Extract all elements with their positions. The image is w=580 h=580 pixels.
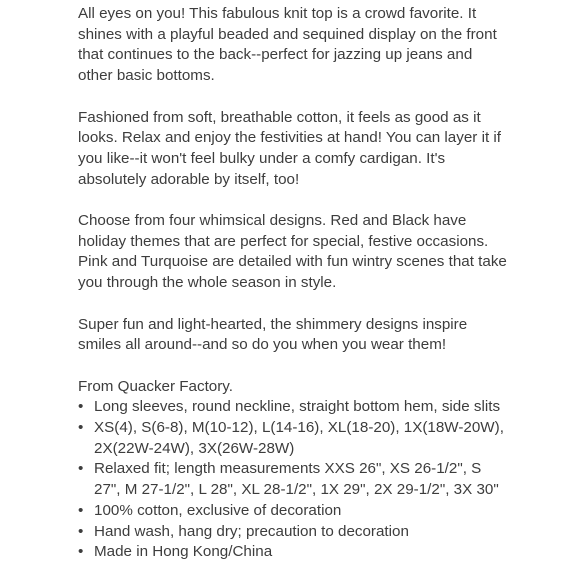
feature-text: Relaxed fit; length measurements XXS 26", XS 26-1/2", S 27", M 27-1/2", L 28", XL 28-1/2", 1X 29", 2X 29-1/2", 3X 30" <box>94 460 499 499</box>
description-paragraph-4: Super fun and light-hearted, the shimmery designs inspire smiles all around--and so do you when you wear them! <box>78 315 468 354</box>
feature-text: XS(4), S(6-8), M(10-12), L(14-16), XL(18-20), 1X(18W-20W), 2X(22W-24W), 3X(26W-28W) <box>94 419 504 457</box>
description-paragraph-1: All eyes on you! This fabulous knit top is a crowd favorite. It shines with a playful beaded and sequined display on the front that continues to the back--perfect for jazzing up jeans and other basic bottoms. <box>78 5 497 85</box>
description-paragraph-2: Fashioned from soft, breathable cotton, it feels as good as it looks. Relax and enjoy the festivities at hand! You can layer it if you like--it won't feel bulky under a comfy cardigan. It's absolutely adorable by itself, too! <box>78 108 501 188</box>
feature-item-fit <box>78 459 508 500</box>
feature-item-care <box>78 522 508 543</box>
bullet-icon: • <box>78 543 84 561</box>
feature-text: Hand wash, hang dry; precaution to decoration <box>94 522 409 540</box>
bullet-icon: • <box>78 419 84 436</box>
feature-text: Long sleeves, round neckline, straight bottom hem, side slits <box>94 398 501 416</box>
bullet-icon: • <box>78 398 84 416</box>
brand-source-line: From Quacker Factory. <box>78 377 233 395</box>
description-paragraph-3: Choose from four whimsical designs. Red and Black have holiday themes that are perfect for special, festive occasions. Pink and Turquoise are detailed with fun wintry scenes that take you through the whole season in style. <box>78 212 507 292</box>
feature-list <box>78 397 508 563</box>
bullet-icon: • <box>78 522 84 540</box>
feature-text: 100% cotton, exclusive of decoration <box>94 501 342 519</box>
feature-item-material <box>78 501 508 522</box>
bullet-icon: • <box>78 460 84 478</box>
product-description <box>78 4 508 563</box>
feature-item-sizes <box>78 418 508 459</box>
bullet-icon: • <box>78 501 84 519</box>
feature-text: Made in Hong Kong/China <box>94 543 273 561</box>
feature-item-sleeves <box>78 397 508 418</box>
feature-item-origin <box>78 542 508 563</box>
